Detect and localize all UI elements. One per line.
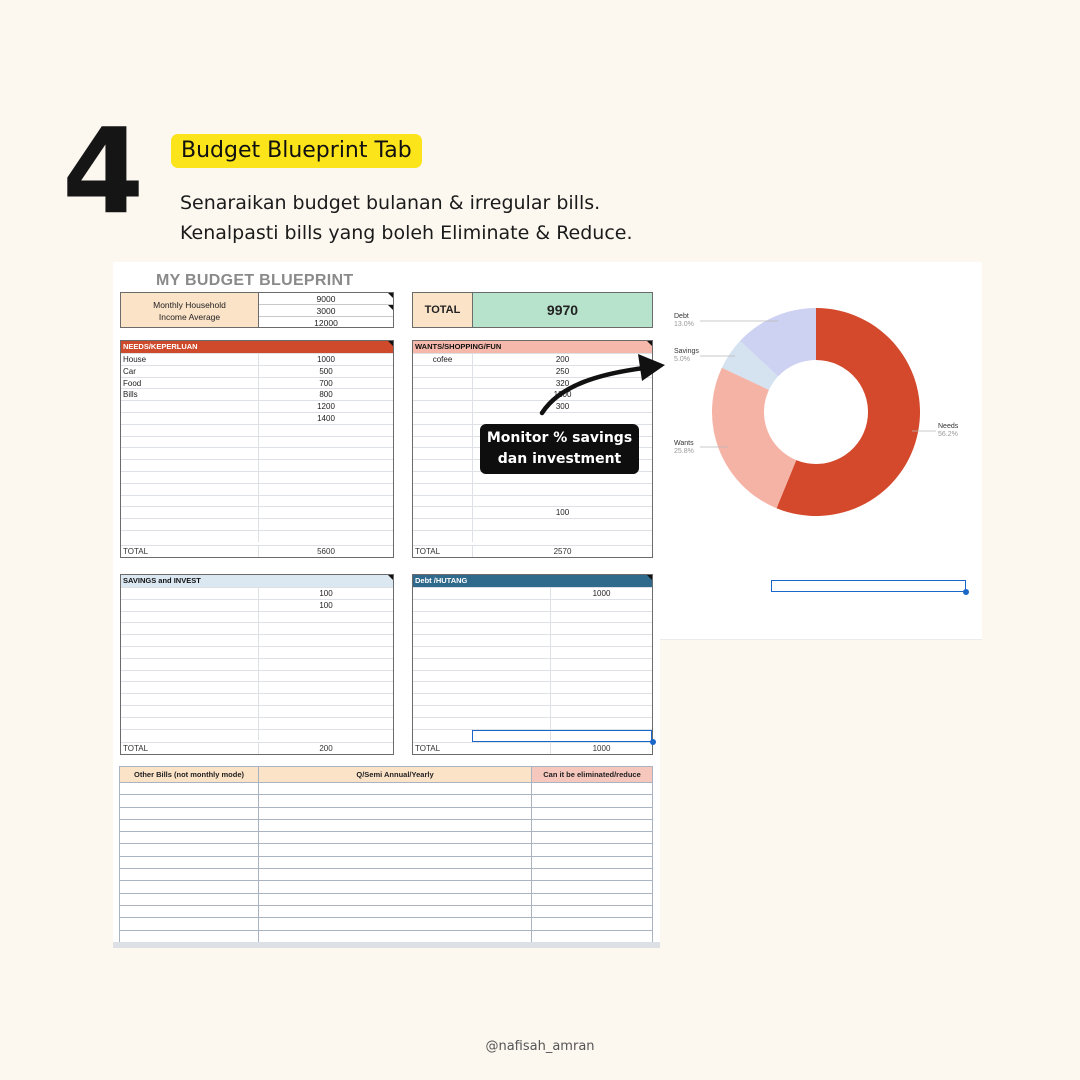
row-label [413,600,551,611]
table-cell[interactable] [120,918,259,929]
income-cell[interactable]: 9000 [259,293,393,305]
table-cell[interactable] [259,808,532,819]
grand-total-value[interactable]: 9970 [473,292,653,328]
total-label: TOTAL [121,546,259,557]
row-label [413,718,551,729]
row-label [121,612,259,623]
row-label [413,519,473,530]
table-row[interactable] [413,705,652,717]
row-label [413,472,473,483]
table-cell[interactable] [532,931,652,942]
table-row[interactable] [121,436,393,448]
table-row[interactable] [121,587,393,599]
row-label [413,612,551,623]
table-row[interactable] [121,377,393,389]
row-label [121,401,259,412]
row-label [413,635,551,646]
row-amount [551,623,652,634]
table-row[interactable] [121,518,393,530]
subtitle-line-1: Senaraikan budget bulanan & irregular bills. [180,192,601,214]
legend-pct: 56.2% [938,431,958,438]
row-label [413,588,551,599]
row-amount [551,647,652,658]
table-cell[interactable] [120,808,259,819]
row-amount [259,635,393,646]
row-amount: 500 [319,366,333,376]
row-label: Food [121,378,259,389]
legend-savings [674,348,699,364]
callout-note [480,424,639,474]
row-label [121,507,259,518]
row-label [121,519,259,530]
frequency-col-header: Q/Semi Annual/Yearly [259,767,532,782]
row-label [413,378,473,389]
table-cell[interactable] [532,857,652,868]
row-label [121,635,259,646]
needs-total-row [121,545,393,557]
table-cell[interactable] [259,906,532,917]
eliminate-col-header: Can it be eliminated/reduce [532,767,652,782]
row-label [121,718,259,729]
row-amount [551,682,652,693]
table-cell[interactable] [259,844,532,855]
fill-handle[interactable] [963,589,969,595]
table-row[interactable] [121,729,393,741]
row-amount [259,671,393,682]
row-amount: 100 [319,589,333,598]
table-row[interactable] [121,447,393,459]
row-label [121,484,259,495]
table-cell[interactable] [532,795,652,806]
row-label: Bills [121,389,259,400]
table-cell[interactable] [259,881,532,892]
table-cell[interactable] [532,894,652,905]
table-row[interactable] [120,880,652,892]
total-value: 5600 [317,547,335,557]
row-label [413,484,473,495]
arrow-icon [530,345,670,425]
row-amount [259,531,393,542]
row-label [121,448,259,459]
table-row[interactable] [413,646,652,658]
row-amount: 200 [555,355,570,364]
row-amount: 1200 [553,390,572,400]
row-amount: 800 [319,390,333,400]
table-cell[interactable] [120,931,259,942]
table-row[interactable] [120,930,652,942]
row-label: cofee [413,354,473,365]
row-label [413,366,473,377]
row-label [413,706,551,717]
row-amount [473,496,652,507]
row-label [413,401,473,412]
row-amount [551,718,652,729]
row-amount: 100 [555,508,570,518]
legend-label: Wants [674,440,694,447]
total-value: 1000 [592,744,611,754]
row-label [121,659,259,670]
legend-pct: 25.8% [674,448,694,455]
donut-slice-wants [712,368,796,508]
sheet-title: MY BUDGET BLUEPRINT [156,272,354,289]
row-label [413,389,473,400]
table-cell[interactable] [259,918,532,929]
table-cell[interactable] [532,906,652,917]
row-label [121,600,259,611]
row-label [413,671,551,682]
legend-label: Needs [938,423,959,430]
table-row[interactable] [413,611,652,623]
row-amount [551,659,652,670]
row-label [413,694,551,705]
table-row[interactable] [413,622,652,634]
table-row[interactable] [120,843,652,855]
row-label [121,671,259,682]
table-row[interactable] [413,599,652,611]
legend-pct: 13.0% [674,321,694,328]
callout-line-2: dan investment [497,451,622,467]
row-amount: 700 [319,378,333,388]
needs-header: NEEDS/KEPERLUAN [121,341,393,353]
selected-cell-outline[interactable] [472,730,652,742]
table-cell[interactable] [532,844,652,855]
row-label [121,647,259,658]
table-cell[interactable] [259,894,532,905]
table-row[interactable] [413,587,652,599]
table-cell[interactable] [532,918,652,929]
income-cell[interactable]: 3000 [259,305,393,317]
row-amount [259,425,393,436]
row-amount [473,531,652,542]
table-cell[interactable] [532,783,652,794]
row-label [121,694,259,705]
table-row[interactable] [121,365,393,377]
table-cell[interactable] [120,881,259,892]
row-label [413,425,473,436]
table-cell[interactable] [120,894,259,905]
table-row[interactable] [121,424,393,436]
table-cell[interactable] [532,881,652,892]
row-amount [551,706,652,717]
row-label [121,682,259,693]
tab-badge: Budget Blueprint Tab [171,134,422,168]
row-label [413,437,473,448]
row-amount [473,484,652,495]
table-row[interactable] [120,905,652,917]
debt-table [412,574,653,755]
legend-label: Savings [674,348,699,355]
income-cell[interactable]: 12000 [314,318,338,328]
row-amount [259,694,393,705]
table-row[interactable] [121,634,393,646]
row-label [413,507,473,518]
author-handle: @nafisah_amran [485,1039,595,1054]
callout-line-1: Monitor % savings [486,430,633,446]
table-row[interactable] [413,506,652,518]
grand-total-label: TOTAL [412,292,473,328]
row-label [413,448,473,459]
table-row[interactable] [120,917,652,929]
row-label [121,730,259,741]
table-row[interactable] [121,717,393,729]
income-label-line-1: Monthly Household [153,300,226,310]
row-amount [551,671,652,682]
wants-total-row [413,545,652,557]
row-amount [259,706,393,717]
row-amount [259,519,393,530]
table-row[interactable] [413,495,652,507]
table-row[interactable] [120,807,652,819]
table-row[interactable] [121,693,393,705]
row-label [413,659,551,670]
row-amount [259,718,393,729]
legend-pct: 5.0% [674,356,690,363]
row-amount [259,507,393,518]
row-label [121,706,259,717]
row-amount [259,448,393,459]
table-row[interactable] [121,353,393,365]
total-label: TOTAL [413,743,551,754]
row-label: Car [121,366,259,377]
table-row[interactable] [413,518,652,530]
row-amount [259,460,393,471]
table-cell[interactable] [532,820,652,831]
row-label [121,413,259,424]
table-cell[interactable] [120,844,259,855]
row-label: House [121,354,259,365]
sheet-bottom-bar [113,942,660,948]
table-row[interactable] [121,495,393,507]
row-amount [259,612,393,623]
row-label [121,425,259,436]
table-row[interactable] [120,819,652,831]
row-amount [259,437,393,448]
total-value: 200 [319,744,333,754]
row-label [121,588,259,599]
row-amount: 250 [555,366,570,376]
row-amount [551,694,652,705]
table-row[interactable] [413,717,652,729]
row-label [413,460,473,471]
row-amount [259,623,393,634]
row-amount [259,472,393,483]
savings-total-row [121,742,393,754]
debt-total-row [413,742,652,754]
table-row[interactable] [120,893,652,905]
income-label-line-2: Income Average [158,312,221,322]
income-values [259,292,394,328]
table-row[interactable] [120,856,652,868]
row-label [121,437,259,448]
table-cell[interactable] [120,906,259,917]
table-row[interactable] [121,412,393,424]
table-row[interactable] [120,831,652,843]
table-row[interactable] [121,459,393,471]
table-cell[interactable] [532,869,652,880]
table-row[interactable] [413,693,652,705]
subtitle-line-2: Kenalpasti bills yang boleh Eliminate & Reduce. [180,222,633,244]
table-row[interactable] [413,530,652,542]
savings-table [120,574,394,755]
legend-debt [674,313,694,329]
table-cell[interactable] [259,832,532,843]
table-row[interactable] [413,658,652,670]
table-row[interactable] [121,400,393,412]
table-row[interactable] [121,658,393,670]
table-cell[interactable] [120,783,259,794]
income-label [120,292,259,328]
other-bills-table [119,766,653,942]
table-row[interactable] [120,794,652,806]
row-amount: 1200 [317,402,335,412]
row-label [413,496,473,507]
row-label [121,531,259,542]
table-row[interactable] [121,646,393,658]
table-cell[interactable] [532,808,652,819]
row-amount [259,496,393,507]
row-label [413,682,551,693]
step-number: 4 [62,102,145,240]
table-cell[interactable] [259,857,532,868]
row-amount [259,659,393,670]
table-cell[interactable] [120,869,259,880]
table-row[interactable] [413,670,652,682]
table-cell[interactable] [120,857,259,868]
row-amount [473,519,652,530]
table-row[interactable] [413,483,652,495]
row-label [121,472,259,483]
row-amount: 100 [319,600,333,610]
table-row[interactable] [121,622,393,634]
row-amount: 1000 [317,355,335,364]
row-amount [259,682,393,693]
row-label [121,623,259,634]
table-cell[interactable] [259,869,532,880]
table-cell[interactable] [532,832,652,843]
table-row[interactable] [120,868,652,880]
table-row[interactable] [121,599,393,611]
total-label: TOTAL [121,743,259,754]
table-row[interactable] [121,471,393,483]
row-label [413,647,551,658]
row-amount [259,647,393,658]
debt-header: Debt /HUTANG [413,575,652,587]
table-row[interactable] [121,388,393,400]
table-row[interactable] [120,782,652,794]
table-row[interactable] [121,670,393,682]
row-amount: 1400 [317,413,335,423]
row-label [121,460,259,471]
table-row[interactable] [121,506,393,518]
table-row[interactable] [121,611,393,623]
table-cell[interactable] [120,820,259,831]
legend-needs [938,423,958,439]
table-row[interactable] [413,681,652,693]
table-row[interactable] [413,634,652,646]
row-label [413,623,551,634]
selected-cell-outline[interactable] [771,580,966,592]
table-row[interactable] [121,530,393,542]
legend-label: Debt [674,313,689,320]
table-row[interactable] [121,681,393,693]
row-label [413,531,473,542]
fill-handle[interactable] [650,739,656,745]
legend-wants [674,440,694,456]
row-amount [259,484,393,495]
other-bills-col-header: Other Bills (not monthly mode) [120,767,259,782]
savings-header: SAVINGS and INVEST [121,575,393,587]
table-row[interactable] [121,483,393,495]
total-value: 2570 [553,547,572,557]
table-cell[interactable] [259,820,532,831]
table-cell[interactable] [259,931,532,942]
row-label [413,413,473,424]
table-cell[interactable] [120,795,259,806]
row-amount [551,612,652,623]
row-amount [551,600,652,611]
row-amount: 320 [555,378,570,388]
needs-table [120,340,394,558]
table-row[interactable] [121,705,393,717]
row-amount [551,635,652,646]
row-label [121,496,259,507]
table-cell[interactable] [120,832,259,843]
wants-header: WANTS/SHOPPING/FUN [413,341,652,353]
total-label: TOTAL [413,546,473,557]
row-amount [259,730,393,741]
table-cell[interactable] [259,783,532,794]
row-amount: 300 [555,402,570,412]
row-amount: 1000 [592,589,611,598]
table-cell[interactable] [259,795,532,806]
